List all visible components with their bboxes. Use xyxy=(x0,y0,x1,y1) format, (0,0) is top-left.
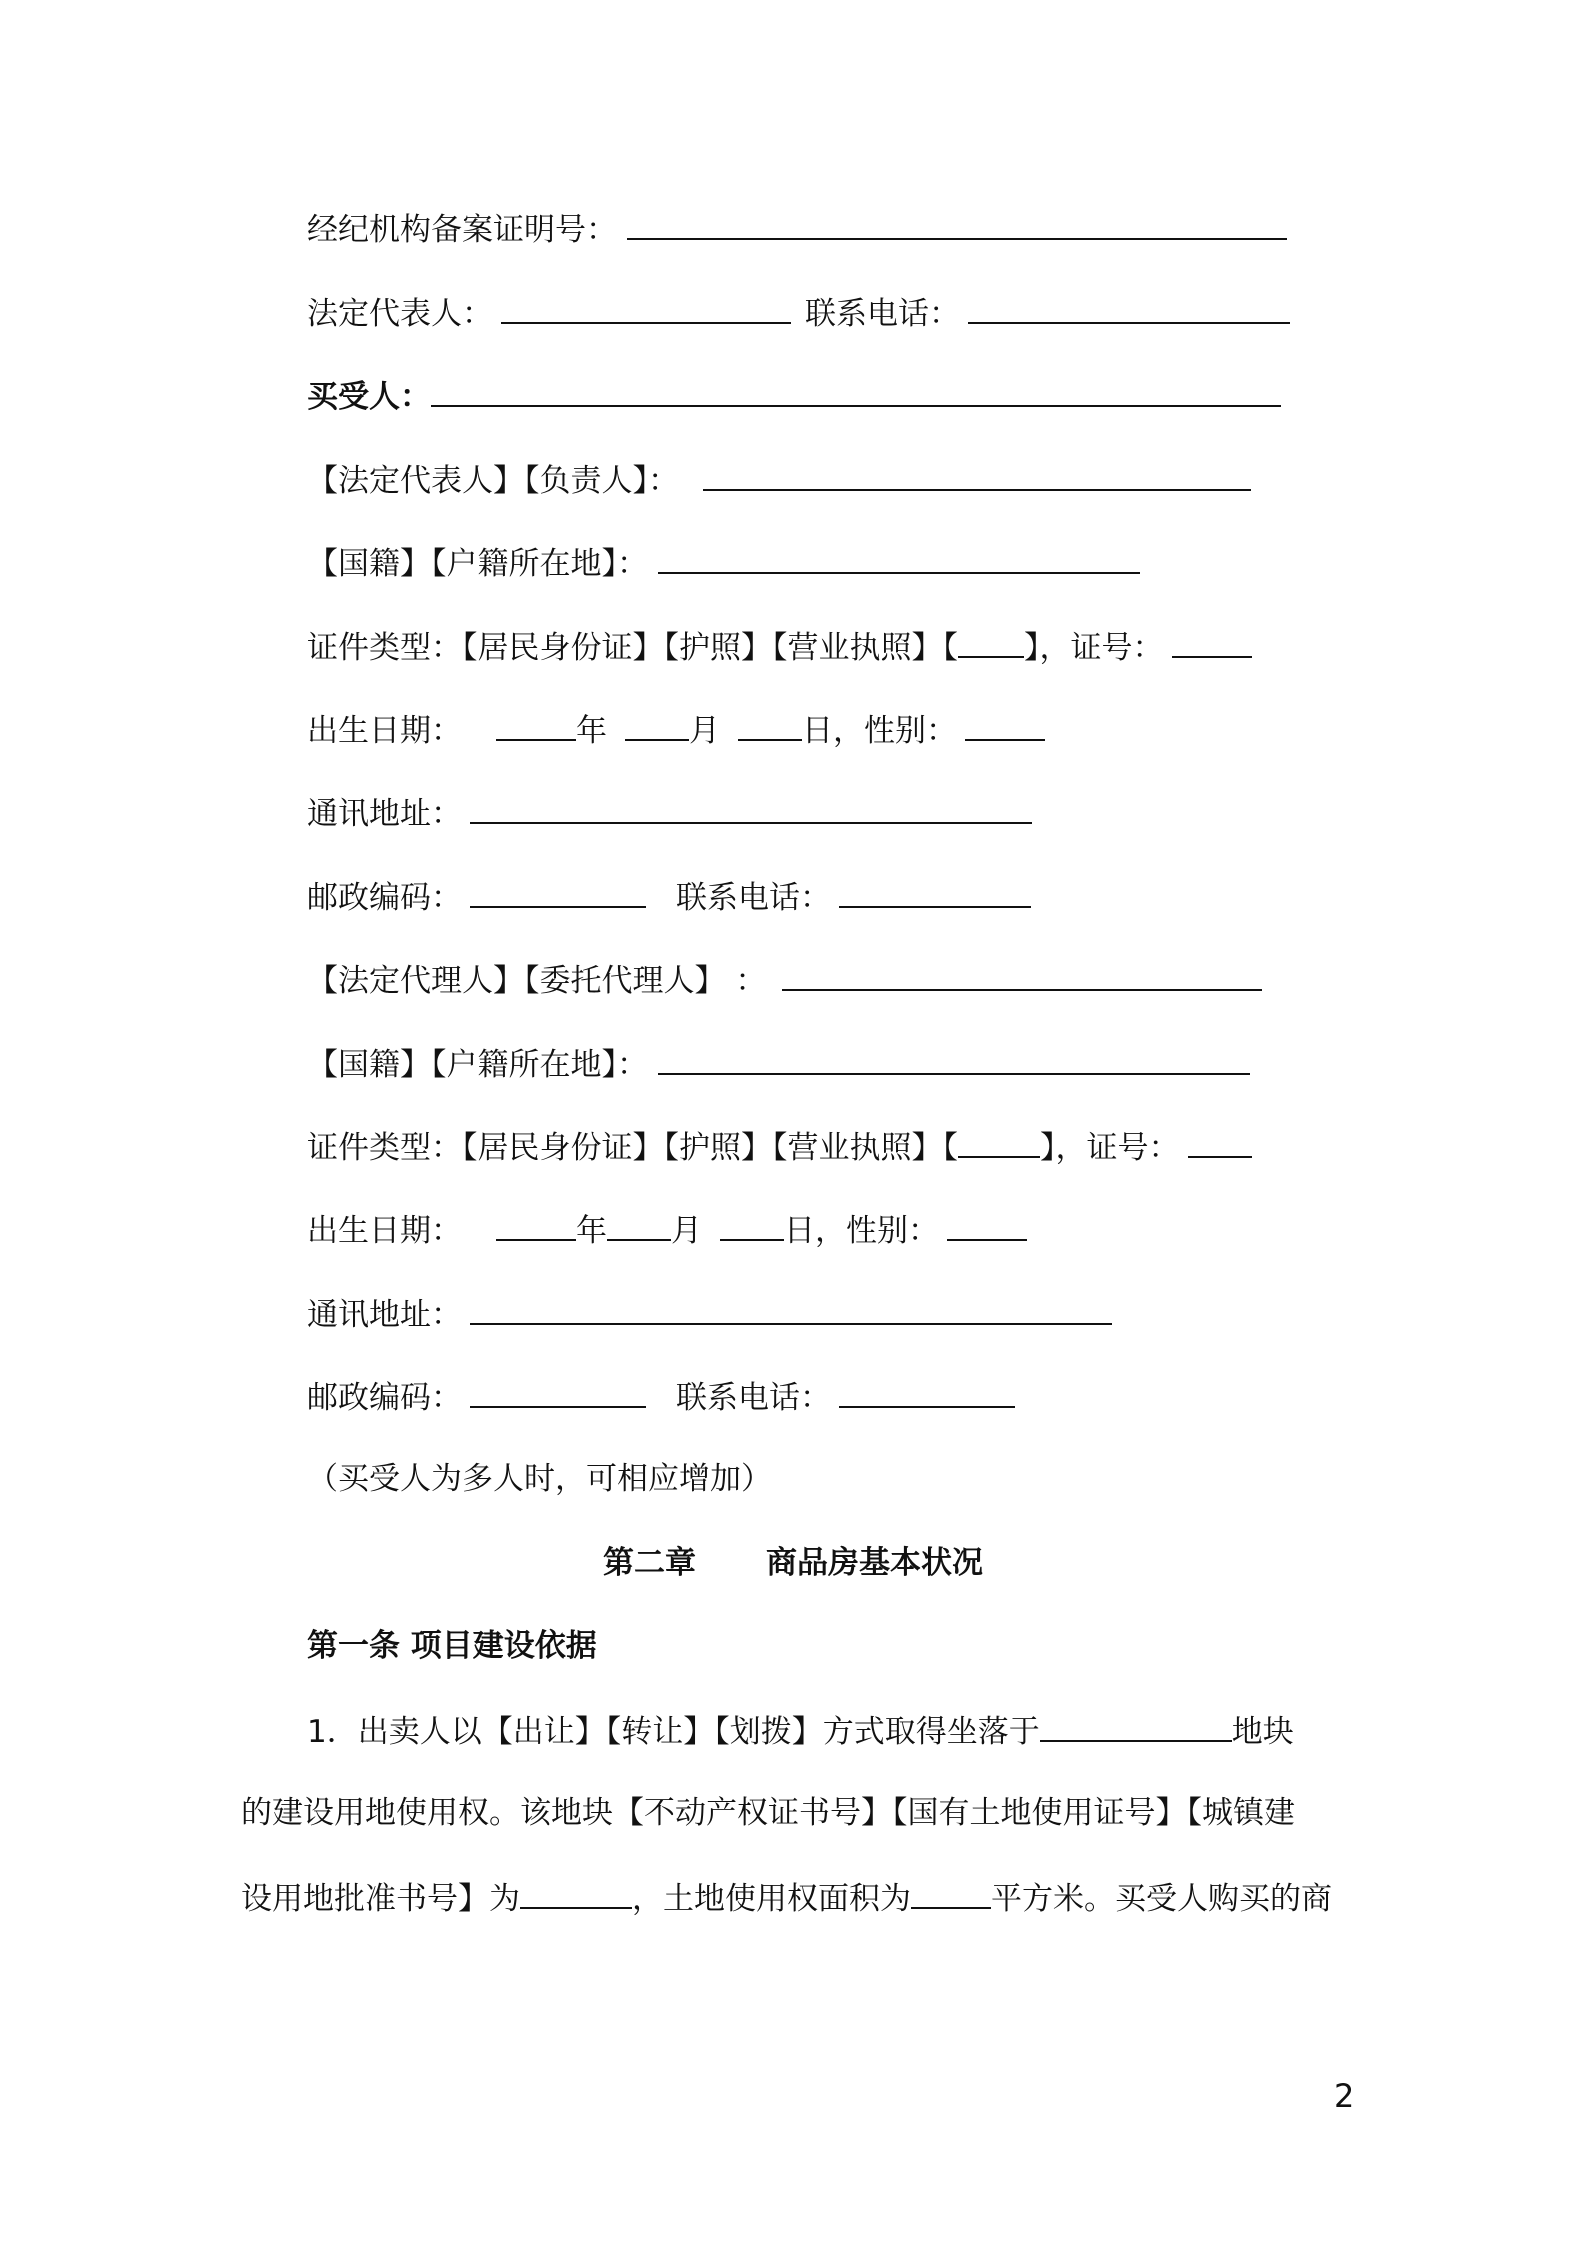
buyer-postcode-row xyxy=(307,876,1031,918)
buyer-birth-label: 出生日期： xyxy=(307,713,462,749)
agent-id-type-row xyxy=(307,1126,1252,1168)
agency-record-field[interactable] xyxy=(627,208,1287,240)
agent-id-number-field[interactable] xyxy=(1188,1126,1252,1158)
agency-record-label: 经纪机构备案证明号： xyxy=(307,212,617,248)
paragraph-line-3 xyxy=(241,1877,1332,1919)
agent-id-type-label: 证件类型：【居民身份证】【护照】【营业执照】【 xyxy=(307,1130,958,1166)
agent-nationality-label: 【国籍】【户籍所在地】： xyxy=(307,1047,648,1083)
buyer-postcode-label: 邮政编码： xyxy=(307,880,462,916)
agent-birth-year-field[interactable] xyxy=(496,1209,576,1241)
paragraph-line-3-a: 设用地批准书号】为 xyxy=(241,1881,520,1917)
agent-label: 【法定代理人】【委托代理人】 ： xyxy=(307,963,767,999)
agent-gender-field[interactable] xyxy=(947,1209,1027,1241)
buyer-id-type-label: 证件类型：【居民身份证】【护照】【营业执照】【 xyxy=(307,630,958,666)
paragraph-line-1-end: 地块 xyxy=(1231,1714,1294,1750)
agent-month-label: 月 xyxy=(671,1213,702,1249)
buyer-legal-rep-row xyxy=(307,459,1251,501)
agent-id-type-other-field[interactable] xyxy=(958,1126,1040,1158)
buyer-address-field[interactable] xyxy=(470,792,1032,824)
buyer-id-number-field[interactable] xyxy=(1172,626,1252,658)
agent-phone-label: 联系电话： xyxy=(676,1380,831,1416)
agent-nationality-field[interactable] xyxy=(658,1043,1250,1075)
buyer-address-label: 通讯地址： xyxy=(307,796,462,832)
land-area-field[interactable] xyxy=(911,1877,991,1909)
agency-record-row xyxy=(307,208,1287,250)
certificate-number-field[interactable] xyxy=(520,1877,632,1909)
buyer-nationality-label: 【国籍】【户籍所在地】： xyxy=(307,546,648,582)
legal-rep-label: 法定代表人： xyxy=(307,296,493,332)
buyer-birth-day-field[interactable] xyxy=(738,709,802,741)
buyer-legal-rep-label: 【法定代表人】【负责人】： xyxy=(307,463,679,499)
buyer-postcode-field[interactable] xyxy=(470,876,646,908)
agent-postcode-row xyxy=(307,1376,1015,1418)
agent-phone-field[interactable] xyxy=(839,1376,1015,1408)
buyer-address-row xyxy=(307,792,1032,834)
chapter-heading xyxy=(0,1543,1586,1583)
buyer-id-number-label: 】，证号： xyxy=(1024,630,1164,666)
paragraph-line-3-b: ，土地使用权面积为 xyxy=(632,1881,911,1917)
buyer-row xyxy=(307,375,1281,417)
buyer-phone-field[interactable] xyxy=(839,876,1031,908)
buyer-year-label: 年 xyxy=(576,713,607,749)
agent-day-gender-label: 日，性别： xyxy=(784,1213,939,1249)
agent-row xyxy=(307,959,1262,1001)
paragraph-line-1 xyxy=(307,1710,1294,1752)
agent-address-row xyxy=(307,1293,1112,1335)
buyer-nationality-row xyxy=(307,542,1140,584)
agent-birth-row xyxy=(307,1209,1027,1251)
agent-postcode-label: 邮政编码： xyxy=(307,1380,462,1416)
legal-rep-field[interactable] xyxy=(501,292,791,324)
agent-birth-month-field[interactable] xyxy=(607,1209,671,1241)
buyer-label: 买受人： xyxy=(307,379,431,415)
buyer-gender-field[interactable] xyxy=(965,709,1045,741)
buyer-birth-row xyxy=(307,709,1045,751)
phone-label: 联系电话： xyxy=(805,296,960,332)
agent-birth-label: 出生日期： xyxy=(307,1213,462,1249)
paragraph-line-3-c: 平方米。买受人购买的商 xyxy=(991,1881,1332,1917)
agent-birth-day-field[interactable] xyxy=(720,1209,784,1241)
page-number: 2 xyxy=(1334,2077,1355,2115)
legal-rep-row xyxy=(307,292,1290,334)
parcel-location-field[interactable] xyxy=(1040,1710,1232,1742)
buyer-nationality-field[interactable] xyxy=(658,542,1140,574)
agent-id-number-label: 】，证号： xyxy=(1040,1130,1180,1166)
buyer-birth-year-field[interactable] xyxy=(496,709,576,741)
multi-buyer-note: （买受人为多人时，可相应增加） xyxy=(307,1461,772,1497)
agent-address-label: 通讯地址： xyxy=(307,1297,462,1333)
buyer-birth-month-field[interactable] xyxy=(625,709,689,741)
chapter-number: 第二章 xyxy=(603,1545,696,1581)
buyer-field[interactable] xyxy=(431,375,1281,407)
agent-nationality-row xyxy=(307,1043,1250,1085)
article-title: 第一条 项目建设依据 xyxy=(307,1628,597,1664)
buyer-day-gender-label: 日，性别： xyxy=(802,713,957,749)
paragraph-line-1-text: 1．出卖人以【出让】【转让】【划拨】方式取得坐落于 xyxy=(307,1714,1040,1750)
agent-field[interactable] xyxy=(782,959,1262,991)
buyer-id-type-row xyxy=(307,626,1252,668)
agent-postcode-field[interactable] xyxy=(470,1376,646,1408)
chapter-title: 商品房基本状况 xyxy=(766,1545,983,1581)
paragraph-line-2: 的建设用地使用权。该地块【不动产权证书号】【国有土地使用证号】【城镇建 xyxy=(241,1795,1295,1831)
agent-year-label: 年 xyxy=(576,1213,607,1249)
buyer-id-type-other-field[interactable] xyxy=(958,626,1024,658)
phone-field[interactable] xyxy=(968,292,1290,324)
agent-address-field[interactable] xyxy=(470,1293,1112,1325)
buyer-legal-rep-field[interactable] xyxy=(703,459,1251,491)
buyer-month-label: 月 xyxy=(689,713,720,749)
buyer-phone-label: 联系电话： xyxy=(676,880,831,916)
